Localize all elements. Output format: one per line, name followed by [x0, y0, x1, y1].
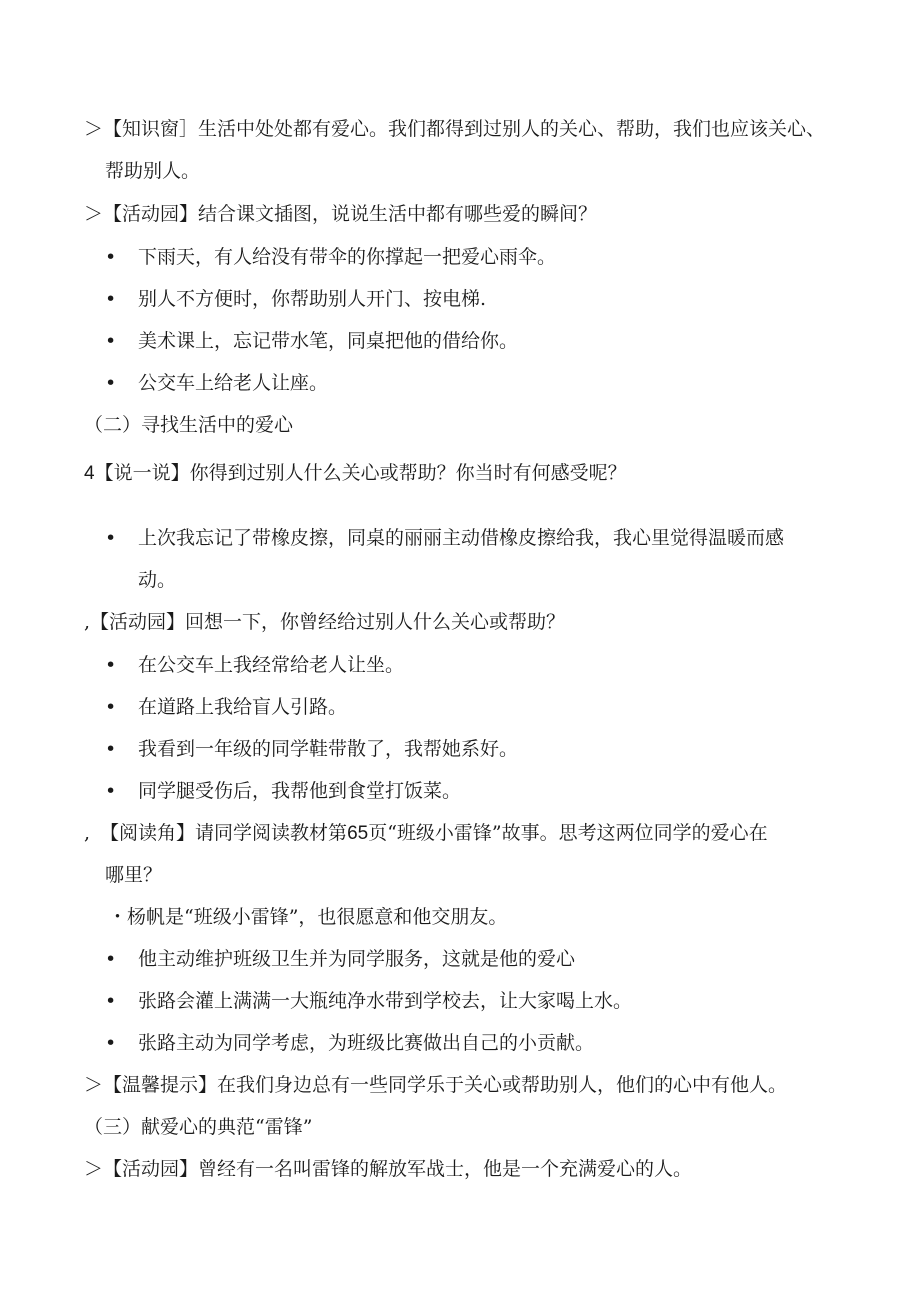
paragraph-text: 【说一说】你得到过别人什么关心或帮助？你当时有何感受呢？: [94, 462, 627, 484]
paragraph-text: 【活动园】曾经有一名叫雷锋的解放军战士，他是一个充满爱心的人。: [103, 1158, 693, 1180]
paragraph-text: 【阅读角】请同学阅读教材第: [100, 822, 348, 844]
bullet-icon: •: [105, 1032, 117, 1054]
bullet-icon: •: [105, 372, 117, 394]
activity-paragraph-2: [84, 611, 565, 633]
list-item: 下雨天，有人给没有带伞的你撑起一把爱心雨伞。: [138, 246, 557, 268]
list-item-continuation: 动。: [138, 569, 177, 591]
sub-point: ・杨帆是“班级小雷锋”，也很愿意和他交朋友。: [108, 906, 508, 928]
knowledge-window-paragraph: [84, 118, 825, 140]
arrow-marker: ＞: [84, 1158, 104, 1180]
paragraph-continuation: 帮助别人。: [105, 160, 201, 182]
bullet-icon: •: [105, 948, 117, 970]
bullet-icon: •: [105, 246, 117, 268]
page-number: 65: [347, 823, 369, 844]
paragraph-text: 【活动园】回想一下，你曾经给过别人什么关心或帮助？: [90, 611, 566, 633]
section-heading-3: （三）献爱心的典范“雷锋”: [84, 1116, 313, 1138]
list-item: 别人不方便时，你帮助别人开门、按电梯.: [138, 288, 487, 310]
list-item: 张路主动为同学考虑，为班级比赛做出自己的小贡献。: [138, 1032, 595, 1054]
paragraph-continuation: 哪里？: [105, 864, 163, 886]
bullet-icon: •: [105, 330, 117, 352]
arrow-marker: ＞: [84, 203, 104, 225]
activity-paragraph-3: [84, 1158, 692, 1180]
paragraph-text: 【活动园】结合课文插图，说说生活中都有哪些爱的瞬间？: [103, 203, 598, 225]
reading-corner-paragraph: [84, 822, 768, 845]
bullet-icon: •: [105, 780, 117, 802]
list-item: 同学腿受伤后，我帮他到食堂打饭菜。: [138, 780, 462, 802]
bullet-icon: •: [105, 696, 117, 718]
list-item: 张路会灌上满满一大瓶纯净水带到学校去，让大家喝上水。: [138, 990, 633, 1012]
say-paragraph: [84, 462, 627, 485]
list-item: 美术课上，忘记带水笔，同桌把他的借给你。: [138, 330, 519, 352]
bullet-icon: •: [105, 654, 117, 676]
paragraph-text: 【知识窗］生活中处处都有爱心。我们都得到过别人的关心、帮助，我们也应该关心、: [103, 118, 826, 140]
section-heading-2: （二）寻找生活中的爱心: [84, 414, 294, 436]
list-item: 他主动维护班级卫生并为同学服务，这就是他的爱心: [138, 948, 576, 970]
bullet-icon: •: [105, 990, 117, 1012]
bullet-icon: •: [105, 288, 117, 310]
arrow-marker: ＞: [84, 1074, 104, 1096]
arrow-marker: ＞: [84, 118, 104, 140]
warm-tip-paragraph: [84, 1074, 787, 1096]
list-item: 在道路上我给盲人引路。: [138, 696, 348, 718]
paragraph-text-continued: 页“班级小雷锋”故事。思考这两位同学的爱心在: [368, 822, 768, 844]
comma-marker: ,: [84, 611, 91, 633]
list-item: 公交车上给老人让座。: [138, 372, 329, 394]
bullet-icon: •: [105, 738, 117, 760]
item-number: 4: [84, 463, 95, 484]
activity-paragraph: [84, 203, 597, 225]
bullet-icon: •: [105, 527, 117, 549]
list-item: 上次我忘记了带橡皮擦，同桌的丽丽主动借橡皮擦给我，我心里觉得温暖而感: [138, 527, 785, 549]
list-item: 在公交车上我经常给老人让坐。: [138, 654, 405, 676]
comma-marker: ,: [84, 822, 91, 844]
paragraph-text: 【温馨提示】在我们身边总有一些同学乐于关心或帮助别人，他们的心中有他人。: [103, 1074, 788, 1096]
list-item: 我看到一年级的同学鞋带散了，我帮她系好。: [138, 738, 519, 760]
